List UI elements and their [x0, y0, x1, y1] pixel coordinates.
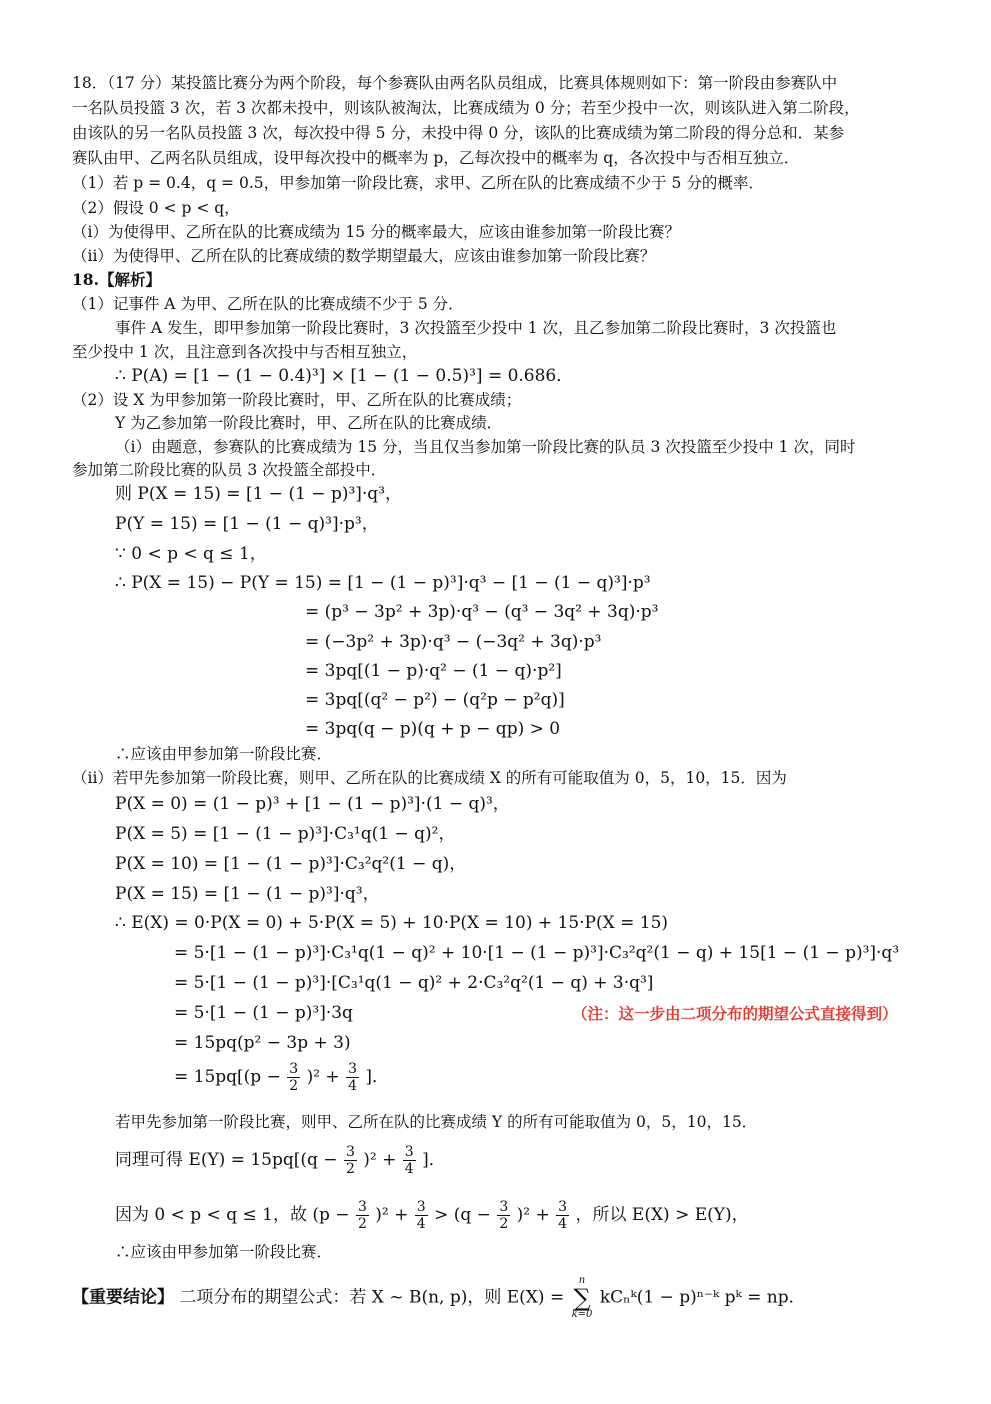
problem-line-4: 赛队由甲、乙两名队员组成，设甲每次投中的概率为 p，乙每次投中的概率为 q，各次投中与否相互独立．	[72, 149, 800, 167]
solution-2-def-x: （2）设 X 为甲参加第一阶段比赛时，甲、乙所在队的比赛成绩；	[72, 391, 522, 409]
ex-final-part-b: )² +	[306, 1067, 340, 1087]
formula-compare	[115, 1200, 749, 1231]
ey-part-c: ]．	[422, 1150, 446, 1170]
problem-line-1: 18．（17 分）某投篮比赛分为两个阶段，每个参赛队由两名队员组成，比赛具体规则如下：第一阶段由参赛队中	[72, 74, 838, 92]
ey-part-b: )² +	[363, 1150, 397, 1170]
solution-1-line-1: （1）记事件 A 为甲、乙所在队的比赛成绩不少于 5 分．	[72, 295, 464, 313]
formula-ex-final	[174, 1062, 389, 1093]
solution-heading: 18.【解析】	[72, 270, 161, 289]
fraction-3-2: $\frac{3}{2}$	[357, 1199, 367, 1232]
formula-diff-5: = 3pq[(q² − p²) − (q²p − p²q)]	[305, 690, 565, 710]
compare-part-d: )² +	[516, 1205, 550, 1225]
fraction-3-2: $\frac{3}{2}$	[499, 1199, 509, 1232]
fraction-3-4: $\frac{3}{4}$	[348, 1061, 358, 1094]
formula-diff-4: = 3pq[(1 − p)·q² − (1 − q)·p²]	[305, 661, 562, 681]
formula-diff-2: = (p³ − 3p² + 3p)·q³ − (q³ − 3q² + 3q)·p³	[305, 602, 659, 622]
solution-2-def-y: Y 为乙参加第一阶段比赛时，甲、乙所在队的比赛成绩．	[115, 414, 503, 432]
problem-line-3: 由该队的另一名队员投篮 3 次，每次投中得 5 分，未投中得 0 分，该队的比赛成绩为第二阶段的得分总和．某参	[72, 124, 845, 142]
formula-ex-1: ∴ E(X) = 0·P(X = 0) + 5·P(X = 5) + 10·P(X = 10) + 15·P(X = 15)	[115, 913, 669, 933]
ex-final-part-c: ]．	[365, 1067, 390, 1087]
formula-condition: ∵ 0 < p < q ≤ 1，	[115, 544, 267, 564]
solution-1-result: ∴ P(A) = [1 − (1 − 0.4)³] × [1 − (1 − 0.5)³] = 0.686．	[115, 366, 574, 386]
fraction-3-2: $\frac{3}{2}$	[345, 1144, 355, 1177]
compare-part-b: )² +	[375, 1205, 409, 1225]
solution-2i-line-2: 参加第二阶段比赛的队员 3 次投篮全部投中．	[72, 461, 387, 479]
solution-2ii-line-1: （ii）若甲先参加第一阶段比赛，则甲、乙所在队的比赛成绩 X 的所有可能取值为 0，5，10，15．因为	[72, 769, 787, 787]
question-2-i: （i）为使得甲、乙所在队的比赛成绩为 15 分的概率最大，应该由谁参加第一阶段比赛？	[72, 223, 681, 241]
formula-ex-3: = 5·[1 − (1 − p)³]·[C₃¹q(1 − q)² + 2·C₃²q²(1 − q) + 3·q³]	[174, 973, 654, 993]
red-note: （注：这一步由二项分布的期望公式直接得到）	[572, 1004, 898, 1023]
fraction-3-2: $\frac{3}{2}$	[289, 1061, 299, 1094]
compare-part-c: > (q −	[434, 1205, 491, 1225]
fraction-3-4: $\frac{3}{4}$	[416, 1199, 426, 1232]
question-1: （1）若 p = 0.4，q = 0.5，甲参加第一阶段比赛，求甲、乙所在队的比赛成绩不少于 5 分的概率．	[72, 174, 764, 192]
formula-px10: P(X = 10) = [1 − (1 − p)³]·C₃²q²(1 − q)，	[115, 854, 467, 874]
formula-ex-2: = 5·[1 − (1 − p)³]·C₃¹q(1 − q)² + 10·[1 − (1 − p)³]·C₃²q²(1 − q) + 15[1 − (1 − p)³]·q³	[174, 943, 900, 963]
fraction-3-4: $\frac{3}{4}$	[558, 1199, 568, 1232]
compare-part-a: 因为 0 < p < q ≤ 1，故 (p −	[115, 1205, 350, 1225]
key-conclusion-text: 二项分布的期望公式：若 X ~ B(n, p)，则 E(X) =	[179, 1287, 565, 1308]
solution-1-line-3: 至少投中 1 次，且注意到各次投中与否相互独立，	[72, 343, 418, 361]
formula-diff-3: = (−3p² + 3p)·q³ − (−3q² + 3q)·p³	[305, 632, 602, 652]
problem-line-2: 一名队员投篮 3 次，若 3 次都未投中，则该队被淘汰，比赛成绩为 0 分；若至少投中一次，则该队进入第二阶段，	[72, 99, 860, 117]
ex-final-part-a: = 15pq[(p −	[174, 1067, 281, 1087]
key-conclusion-formula: kCₙᵏ(1 − p)ⁿ⁻ᵏ pᵏ = np．	[599, 1287, 806, 1308]
formula-diff-1: ∴ P(X = 15) − P(Y = 15) = [1 − (1 − p)³]·q³ − [1 − (1 − q)³]·p³	[115, 573, 651, 593]
formula-diff-6: = 3pq(q − p)(q + p − qp) > 0	[305, 719, 561, 739]
compare-part-e: ，所以 E(X) > E(Y)，	[575, 1205, 749, 1225]
formula-ex-5: = 15pq(p² − 3p + 3)	[174, 1033, 351, 1053]
formula-ex-4: = 5·[1 − (1 − p)³]·3q	[174, 1003, 353, 1023]
conclusion-ii: ∴应该由甲参加第一阶段比赛．	[115, 1243, 333, 1261]
formula-py15: P(Y = 15) = [1 − (1 − q)³]·p³，	[115, 514, 379, 534]
question-2: （2）假设 0 < p < q，	[72, 199, 240, 217]
formula-px0: P(X = 0) = (1 − p)³ + [1 − (1 − p)³]·(1 − q)³，	[115, 794, 510, 814]
formula-px15-b: P(X = 15) = [1 − (1 − p)³]·q³，	[115, 884, 380, 904]
conclusion-i: ∴应该由甲参加第一阶段比赛．	[115, 745, 333, 763]
solution-2i-line-1: （i）由题意，参赛队的比赛成绩为 15 分，当且仅当参加第一阶段比赛的队员 3 次投篮至少投中 1 次，同时	[115, 438, 856, 456]
formula-ey	[115, 1145, 446, 1176]
solution-1-line-2: 事件 A 发生，即甲参加第一阶段比赛时，3 次投篮至少投中 1 次，且乙参加第二阶段比赛时，3 次投篮也	[115, 319, 837, 337]
formula-px15: 则 P(X = 15) = [1 − (1 − p)³]·q³，	[115, 484, 403, 504]
formula-px5: P(X = 5) = [1 − (1 − p)³]·C₃¹q(1 − q)²，	[115, 824, 456, 844]
question-2-ii: （ii）为使得甲、乙所在队的比赛成绩的数学期望最大，应该由谁参加第一阶段比赛？	[72, 247, 656, 265]
ey-part-a: 同理可得 E(Y) = 15pq[(q −	[115, 1150, 338, 1170]
fraction-3-4: $\frac{3}{4}$	[404, 1144, 414, 1177]
summation-symbol: n ∑ k=0	[571, 1275, 593, 1320]
key-conclusion	[72, 1276, 806, 1320]
solution-y-values: 若甲先参加第一阶段比赛，则甲、乙所在队的比赛成绩 Y 的所有可能取值为 0，5，10，15．	[115, 1113, 758, 1131]
key-conclusion-label: 【重要结论】	[72, 1287, 174, 1308]
